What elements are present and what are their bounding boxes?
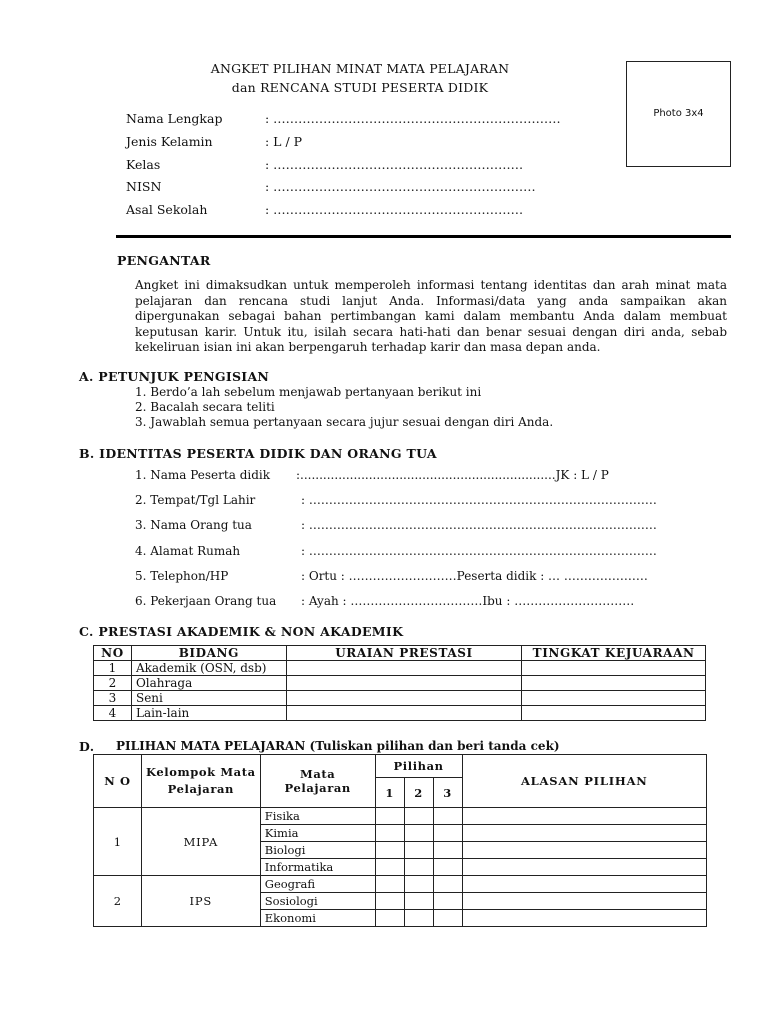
choice-checkbox[interactable]	[404, 859, 433, 876]
choice-number: 3	[433, 778, 462, 808]
choice-checkbox[interactable]	[375, 893, 404, 910]
identity-value[interactable]: : Ortu : ………………………Peserta didik : … …………………	[301, 569, 648, 583]
choice-number: 2	[404, 778, 433, 808]
achievement-cell[interactable]	[286, 661, 522, 676]
field-value-name[interactable]: : ……………………………………………………………	[265, 111, 561, 126]
identity-label: 6. Pekerjaan Orang tua	[135, 594, 277, 608]
level-cell[interactable]	[522, 661, 706, 676]
row-number: 3	[94, 691, 132, 706]
field-value-school[interactable]: : ……………………………………………………	[265, 202, 524, 217]
column-header: Pilihan	[375, 755, 462, 778]
identity-label: 2. Tempat/Tgl Lahir	[135, 493, 256, 507]
group-number: 1	[94, 808, 142, 876]
photo-placeholder	[626, 61, 731, 167]
choice-checkbox[interactable]	[433, 910, 462, 927]
achievement-cell[interactable]	[286, 691, 522, 706]
choice-checkbox[interactable]	[404, 910, 433, 927]
level-cell[interactable]	[522, 691, 706, 706]
choice-checkbox[interactable]	[404, 825, 433, 842]
section-d-heading: PILIHAN MATA PELAJARAN (Tuliskan pilihan dan beri tanda cek)	[116, 739, 560, 753]
choice-checkbox[interactable]	[404, 876, 433, 893]
table-row	[94, 706, 706, 721]
column-header: Kelompok Mata Pelajaran	[141, 755, 260, 808]
achievement-cell[interactable]	[286, 676, 522, 691]
field-name: Akademik (OSN, dsb)	[131, 661, 286, 676]
choice-checkbox[interactable]	[433, 893, 462, 910]
column-header: NO	[94, 646, 132, 661]
subject-name: Informatika	[260, 859, 375, 876]
instruction-item: 3. Jawablah semua pertanyaan secara jujur sesuai dengan diri Anda.	[135, 415, 554, 429]
choice-checkbox[interactable]	[404, 842, 433, 859]
reason-cell[interactable]	[462, 876, 706, 893]
row-number: 4	[94, 706, 132, 721]
choice-checkbox[interactable]	[375, 842, 404, 859]
table-row	[94, 876, 707, 893]
level-cell[interactable]	[522, 676, 706, 691]
group-number: 2	[94, 876, 142, 927]
column-header: URAIAN PRESTASI	[286, 646, 522, 661]
identity-value[interactable]: : Ayah : ……………………………Ibu : …………………………	[301, 594, 635, 608]
field-label-school: Asal Sekolah	[126, 202, 208, 217]
choice-checkbox[interactable]	[375, 910, 404, 927]
subject-name: Fisika	[260, 808, 375, 825]
field-label-gender: Jenis Kelamin	[126, 134, 213, 149]
choice-checkbox[interactable]	[433, 842, 462, 859]
choice-number: 1	[375, 778, 404, 808]
field-value-gender[interactable]: : L / P	[265, 134, 303, 149]
column-header: TINGKAT KEJUARAAN	[522, 646, 706, 661]
header-divider	[116, 235, 731, 238]
subject-choice-table	[93, 754, 707, 927]
column-header: Mata Pelajaran	[260, 755, 375, 808]
subject-name: Biologi	[260, 842, 375, 859]
field-name: Lain-lain	[131, 706, 286, 721]
section-d-number: D.	[79, 739, 95, 754]
table-header-row	[94, 755, 707, 778]
section-a-heading: A. PETUNJUK PENGISIAN	[79, 369, 270, 384]
intro-heading: PENGANTAR	[117, 253, 211, 268]
section-b-heading: B. IDENTITAS PESERTA DIDIK DAN ORANG TUA	[79, 446, 437, 461]
field-value-class[interactable]: : ……………………………………………………	[265, 157, 524, 172]
achievement-table	[93, 645, 706, 721]
field-label-nisn: NISN	[126, 179, 162, 194]
choice-checkbox[interactable]	[404, 808, 433, 825]
identity-label: 4. Alamat Rumah	[135, 544, 241, 558]
identity-value[interactable]: : ……………………………………………………………………………	[301, 518, 657, 532]
group-name: IPS	[141, 876, 260, 927]
level-cell[interactable]	[522, 706, 706, 721]
instruction-item: 2. Bacalah secara teliti	[135, 400, 275, 414]
group-name: MIPA	[141, 808, 260, 876]
choice-checkbox[interactable]	[375, 876, 404, 893]
choice-checkbox[interactable]	[433, 825, 462, 842]
row-number: 1	[94, 661, 132, 676]
subject-name: Ekonomi	[260, 910, 375, 927]
choice-checkbox[interactable]	[375, 859, 404, 876]
intro-paragraph: Angket ini dimaksudkan untuk memperoleh informasi tentang identitas dan arah minat mata pelajaran dan rencana studi lanjut Anda. Informasi/data yang anda sampaikan akan dipergunakan sebagai bahan pertimbangan kami dalam membantu Anda dalam membuat keputusan karir. Untuk itu, isilah secara hati-hati dan benar sesuai dengan diri anda, sebab kekeliruan isian ini akan berpengaruh terhadap karir dan masa depan anda.	[135, 278, 727, 354]
identity-label: 5. Telephon/HP	[135, 569, 229, 583]
table-row	[94, 691, 706, 706]
choice-checkbox[interactable]	[375, 808, 404, 825]
choice-checkbox[interactable]	[433, 859, 462, 876]
field-label-name: Nama Lengkap	[126, 111, 223, 126]
reason-cell[interactable]	[462, 808, 706, 825]
field-name: Seni	[131, 691, 286, 706]
reason-cell[interactable]	[462, 825, 706, 842]
reason-cell[interactable]	[462, 859, 706, 876]
field-value-nisn[interactable]: : ………………………………………………………	[265, 179, 536, 194]
table-row	[94, 661, 706, 676]
field-label-class: Kelas	[126, 157, 161, 172]
subject-name: Sosiologi	[260, 893, 375, 910]
instruction-item: 1. Berdo’a lah sebelum menjawab pertanyaan berikut ini	[135, 385, 482, 399]
table-header-row	[94, 646, 706, 661]
form-title-line1: ANGKET PILIHAN MINAT MATA PELAJARAN	[210, 61, 510, 76]
column-header: ALASAN PILIHAN	[462, 755, 706, 808]
table-row	[94, 808, 707, 825]
reason-cell[interactable]	[462, 893, 706, 910]
subject-name: Kimia	[260, 825, 375, 842]
section-c-heading: C. PRESTASI AKADEMIK & NON AKADEMIK	[79, 624, 404, 639]
choice-checkbox[interactable]	[433, 808, 462, 825]
identity-value[interactable]: : ……………………………………………………………………………	[301, 493, 657, 507]
field-name: Olahraga	[131, 676, 286, 691]
identity-value[interactable]: :...................................................................JK : L / P	[296, 468, 609, 482]
identity-label: 3. Nama Orang tua	[135, 518, 252, 532]
form-title-line2: dan RENCANA STUDI PESERTA DIDIK	[231, 80, 489, 95]
choice-checkbox[interactable]	[375, 825, 404, 842]
subject-name: Geografi	[260, 876, 375, 893]
choice-checkbox[interactable]	[404, 893, 433, 910]
identity-value[interactable]: : ……………………………………………………………………………	[301, 544, 657, 558]
reason-cell[interactable]	[462, 842, 706, 859]
choice-checkbox[interactable]	[433, 876, 462, 893]
row-number: 2	[94, 676, 132, 691]
reason-cell[interactable]	[462, 910, 706, 927]
identity-label: 1. Nama Peserta didik	[135, 468, 270, 482]
column-header: N O	[94, 755, 142, 808]
column-header: BIDANG	[131, 646, 286, 661]
table-row	[94, 676, 706, 691]
photo-label: Photo 3x4	[653, 108, 704, 119]
achievement-cell[interactable]	[286, 706, 522, 721]
